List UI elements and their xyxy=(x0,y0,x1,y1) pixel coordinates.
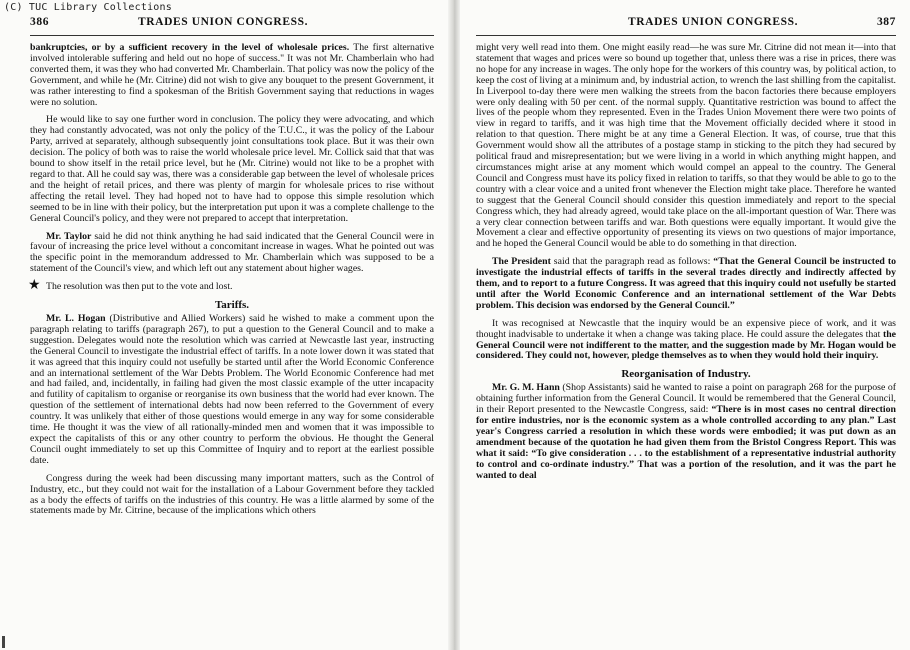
quoted-paragraph-267: “That the General Council be instructed to investigate the industrial effects of tariffs in the several trades directly and indirectly affected by them, and to report to a future Congress. It was agreed that this inquiry could not usefully be started until after the World Economic Conference and an international settlement of the War Debts problem. This decision was endorsed by the General Council.” xyxy=(476,256,896,311)
right-running-title: TRADES UNION CONGRESS. xyxy=(628,16,799,28)
left-paragraph-2: He would like to say one further word in conclusion. The policy they were advocating, and which they had constantly advocated, was not only the policy of the T.U.C., it was the policy of the Labour Party, arrived at separately, although subsequently joint consultations took place. But it was their own decision. The policy of both was to raise the world wholesale price level. Mr. Collick said that that was bound to show itself in the retail price level, but he (Mr. Citrine) would not like to be a prophet with regard to that. All he could say was, there was a considerable gap between the level of wholesale prices and the height of retail prices, and there was plenty of margin for wholesale prices to rise without affecting the retail level. They had hoped not to have had to oppose this simple resolution which seemed to be in line with their policy, but the interpretation put upon it was a complete challenge to the General Council's policy, and they were not prepared to accept that interpretation. xyxy=(30,114,434,224)
left-running-head xyxy=(30,16,434,32)
left-running-title: TRADES UNION CONGRESS. xyxy=(138,16,309,28)
page-edge-mark xyxy=(2,636,5,648)
right-page-number: 387 xyxy=(876,16,896,28)
left-p1-bold: bankruptcies, or by a sufficient recovery in the level of wholesale prices. xyxy=(30,42,350,53)
right-running-head xyxy=(476,16,896,32)
right-paragraph-4: Mr. G. M. Hann (Shop Assistants) said he wanted to raise a point on paragraph 268 for the purpose of obtaining further information from the General Council. It would be remembered that the General Council, in their Report presented to the Newcastle Congress, said: “There is in most cases no central direction for entire industries, nor is the economic system as a whole controlled according to any plan.” Last year's Congress carried a resolution in which these words were embodied; it was put down as an amendment because of the quotation he had given them from the Bristol Congress Report. This was what it said: “To give consideration . . . to the establishment of a representative industrial authority to control and co-ordinate industry.” That was a portion of the resolution, and it was the part he wanted to deal xyxy=(476,382,897,481)
left-page-number: 386 xyxy=(30,16,50,28)
right-page xyxy=(476,16,896,650)
left-page xyxy=(30,16,434,650)
copyright-watermark: (C) TUC Library Collections xyxy=(4,2,172,13)
left-p1-rest: The first alternative involved intolerable suffering and held out no hope of success." It was not Mr. Chamberlain who had converted them, it was they who had converted Mr. Chamberlain. That policy was now the policy of the Government, and while he (Mr. Citrine) did not wish to give any bouquet to the present Government, it was rather interesting to find a spokesman of the British Government saying that reductions in wages were no solution. xyxy=(30,42,434,108)
left-paragraph-1 xyxy=(30,43,434,108)
speaker-president: The President xyxy=(492,256,551,268)
left-paragraph-6: Congress during the week had been discussing many important matters, such as the Control of Industry, etc., but they could not wait for the installation of a Labour Government before they tackled as a body the effects of tariffs on the industries of this country. He was a little alarmed by some of the statements made by Mr. Citrine, because of the implications which others xyxy=(30,472,434,517)
left-paragraph-3: Mr. Taylor said he did not think anything he had said indicated that the General Council were in favour of increasing the price level without a concomitant increase in wages. What he pointed out was the specific point in the memorandum addressed to Mr. Chamberlain which was supposed to be a statement of the Council's view, and which left out any statement about higher wages. xyxy=(30,230,434,275)
speaker-taylor: Mr. Taylor xyxy=(46,230,92,242)
speaker-hann: Mr. G. M. Hann xyxy=(492,382,560,394)
left-paragraph-5: Mr. L. Hogan (Distributive and Allied Workers) said he wished to make a comment upon the paragraph relating to tariffs (paragraph 267), to put a question to the General Council and to make a suggestion. Delegates would note the resolution which was carried at Newcastle last year, instructing the General Council to investigate the industrial effect of tariffs. In a note lower down it was stated that it was agreed that this inquiry could not usefully be started until after the World Economic Conference and an international settlement of the War Debts Problem. The World Economic Conference had met and had failed, and, incidentally, in failing had given the most classic example of the utter incapacity and futility of capitalism to organise or reorganise its own business that the world had ever known. The question of the settlement of international debts had now been referred to the Government of every country. It was unlikely that either of those questions would emerge in any way for some considerable time. He thought it was the view of all rationally-minded men and women that it was impossible to expect the capitalists of this or any other country to perform the obvious. He thought the General Council ought immediately to set up this Committee of Inquiry and to report at the earliest possible date. xyxy=(30,313,434,466)
star-icon: ★ xyxy=(28,278,41,294)
right-paragraph-1: might very well read into them. One might easily read—he was sure Mr. Citrine did not mean it—into that statement that wages and prices were so bound up together that, unless there was a rise in prices, there was no hope for any increase in wages. The only hope for the workers of this country was, by political action, to keep the cost of living at a minimum and, by industrial action, to wrench the last shilling from the capitalist. In Liverpool to-day there were men walking the streets from the bacon factories there because employers were only dealing with 50 per cent. of the normal supply. Quantitative restriction was bound to affect the lives of the people whom they represented. Even in the Trades Union Movement there were two points of view in regard to tariffs, and it was high time that the Movement officially decided where it stood in relation to that question. There might be at any time a General Election. It was, of course, true that this Government would show all the attributes of a postage stamp in sticking to the pitch they had secured by political fraud and misrepresentation; but we were living in a world in which anything might happen, and circumstances might arise at any moment which would compel an appeal to the country. The General Council and Congress must have its policy fixed in relation to tariffs, so that they would be able to go to the country with a clear voice and a united front whenever the Election might take place. Therefore he wanted to suggest that the General Council should consider this question immediately and report to the special Congress which, they had already agreed, would take place on the all-important question of War. There was a very clear connection between tariffs and war. Both questions were equally important. It would give the Movement a clear and effective opportunity of presenting its views on two questions of major importance, and he hoped the General Council would be able to do something in that direction. xyxy=(476,42,896,250)
left-header-rule xyxy=(30,35,434,36)
heading-tariffs: Tariffs. xyxy=(214,299,250,312)
right-header-rule xyxy=(476,35,896,36)
speaker-hogan: Mr. L. Hogan xyxy=(46,313,106,325)
right-paragraph-2: The President said that the paragraph read as follows: “That the General Council be instructed to investigate the industrial effects of tariffs in the several trades directly and indirectly affected by them, and to report to a future Congress. It was agreed that this inquiry could not usefully be started until after the World Economic Conference and an international settlement of the War Debts problem. This decision was endorsed by the General Council.” xyxy=(476,256,896,311)
right-paragraph-3: It was recognised at Newcastle that the inquiry would be an expensive piece of work, and it was thought inadvisable to undertake it when a change was taking place. He could assure the delegates that the General Council were not indifferent to the matter, and the suggestion made by Mr. Hogan would be considered. They could not, however, pledge themselves as to when they would hold their inquiry. xyxy=(476,317,896,362)
vote-result-line: ★ The resolution was then put to the vote and lost. xyxy=(30,282,434,293)
book-gutter xyxy=(448,0,460,650)
heading-reorganisation: Reorganisation of Industry. xyxy=(621,368,751,381)
